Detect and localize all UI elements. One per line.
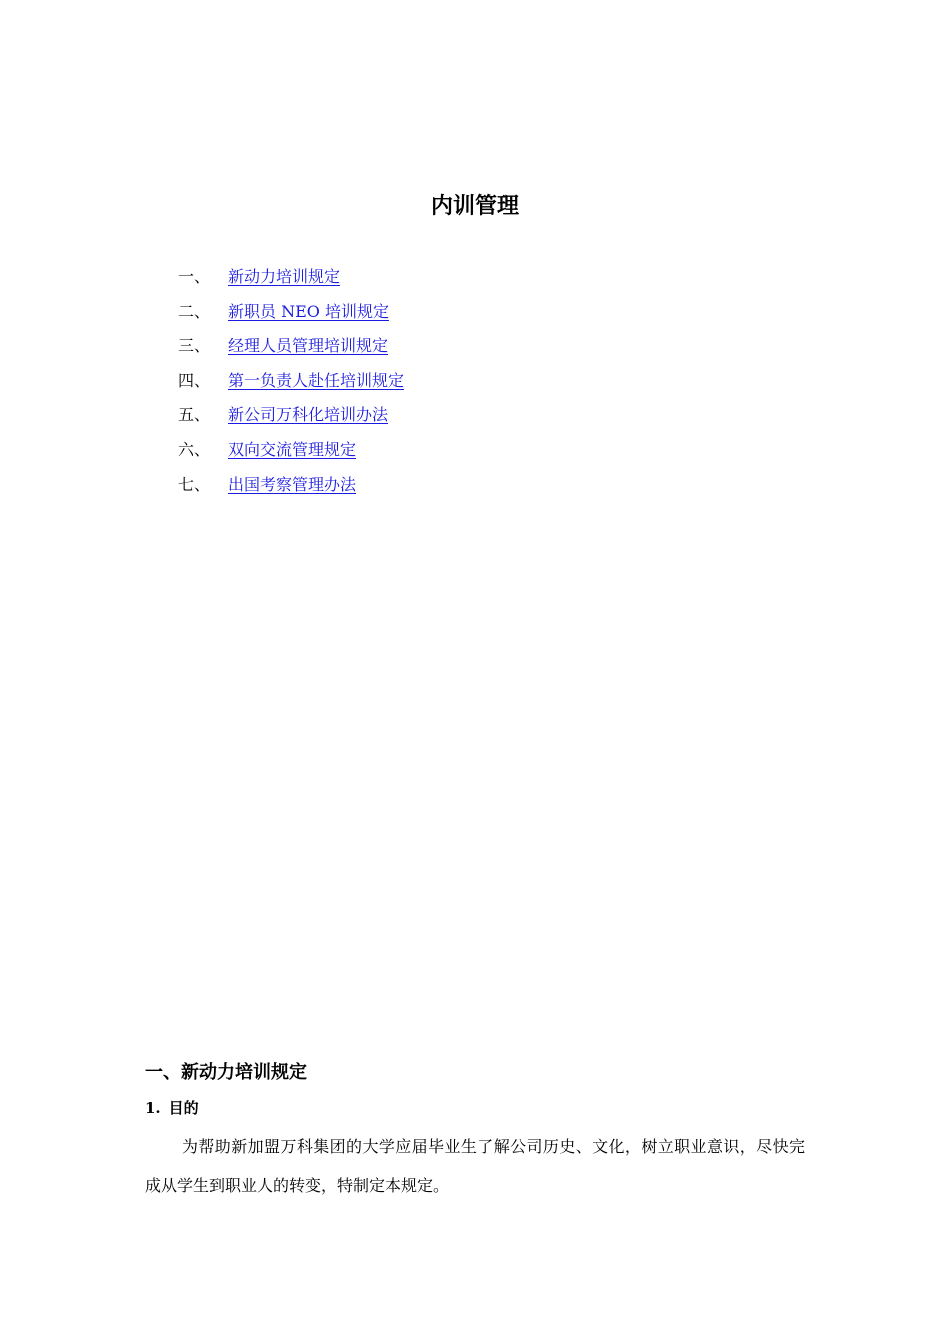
toc-item-6: [178, 437, 778, 472]
toc-number: 五、: [178, 405, 211, 425]
toc-link-first-responsible[interactable]: 第一负责人赴任培训规定: [228, 370, 405, 390]
sub-heading-number: 1.: [145, 1099, 161, 1117]
toc-number: 七、: [178, 474, 211, 494]
body-paragraph: 为帮助新加盟万科集团的大学应届毕业生了解公司历史、文化，树立职业意识，尽快完成从学生到职业人的转变，特制定本规定。: [145, 1137, 805, 1195]
section-heading: 一、新动力培训规定: [145, 1062, 307, 1083]
sub-heading: [145, 1096, 199, 1120]
toc-item-7: [178, 472, 778, 507]
toc-number: 六、: [178, 439, 211, 459]
document-title: 内训管理: [430, 194, 519, 219]
toc-item-5: [178, 402, 778, 437]
toc-item-1: [178, 264, 778, 299]
toc-link-exchange[interactable]: 双向交流管理规定: [228, 439, 357, 459]
sub-heading-label: 目的: [168, 1099, 199, 1117]
toc-item-2: [178, 299, 778, 334]
toc-number: 四、: [178, 370, 211, 390]
table-of-contents: [178, 264, 778, 506]
toc-link-neo[interactable]: 新职员 NEO 培训规定: [228, 301, 389, 321]
toc-number: 一、: [178, 267, 211, 286]
toc-number: 三、: [178, 336, 211, 356]
toc-link-new-company[interactable]: 新公司万科化培训办法: [228, 405, 389, 425]
toc-link-manager-training[interactable]: 经理人员管理培训规定: [228, 336, 389, 356]
toc-link-overseas[interactable]: 出国考察管理办法: [228, 474, 357, 494]
toc-link-xindongli[interactable]: 新动力培训规定: [228, 267, 341, 286]
toc-number: 二、: [178, 301, 211, 321]
toc-item-4: [178, 368, 778, 403]
toc-item-3: [178, 333, 778, 368]
